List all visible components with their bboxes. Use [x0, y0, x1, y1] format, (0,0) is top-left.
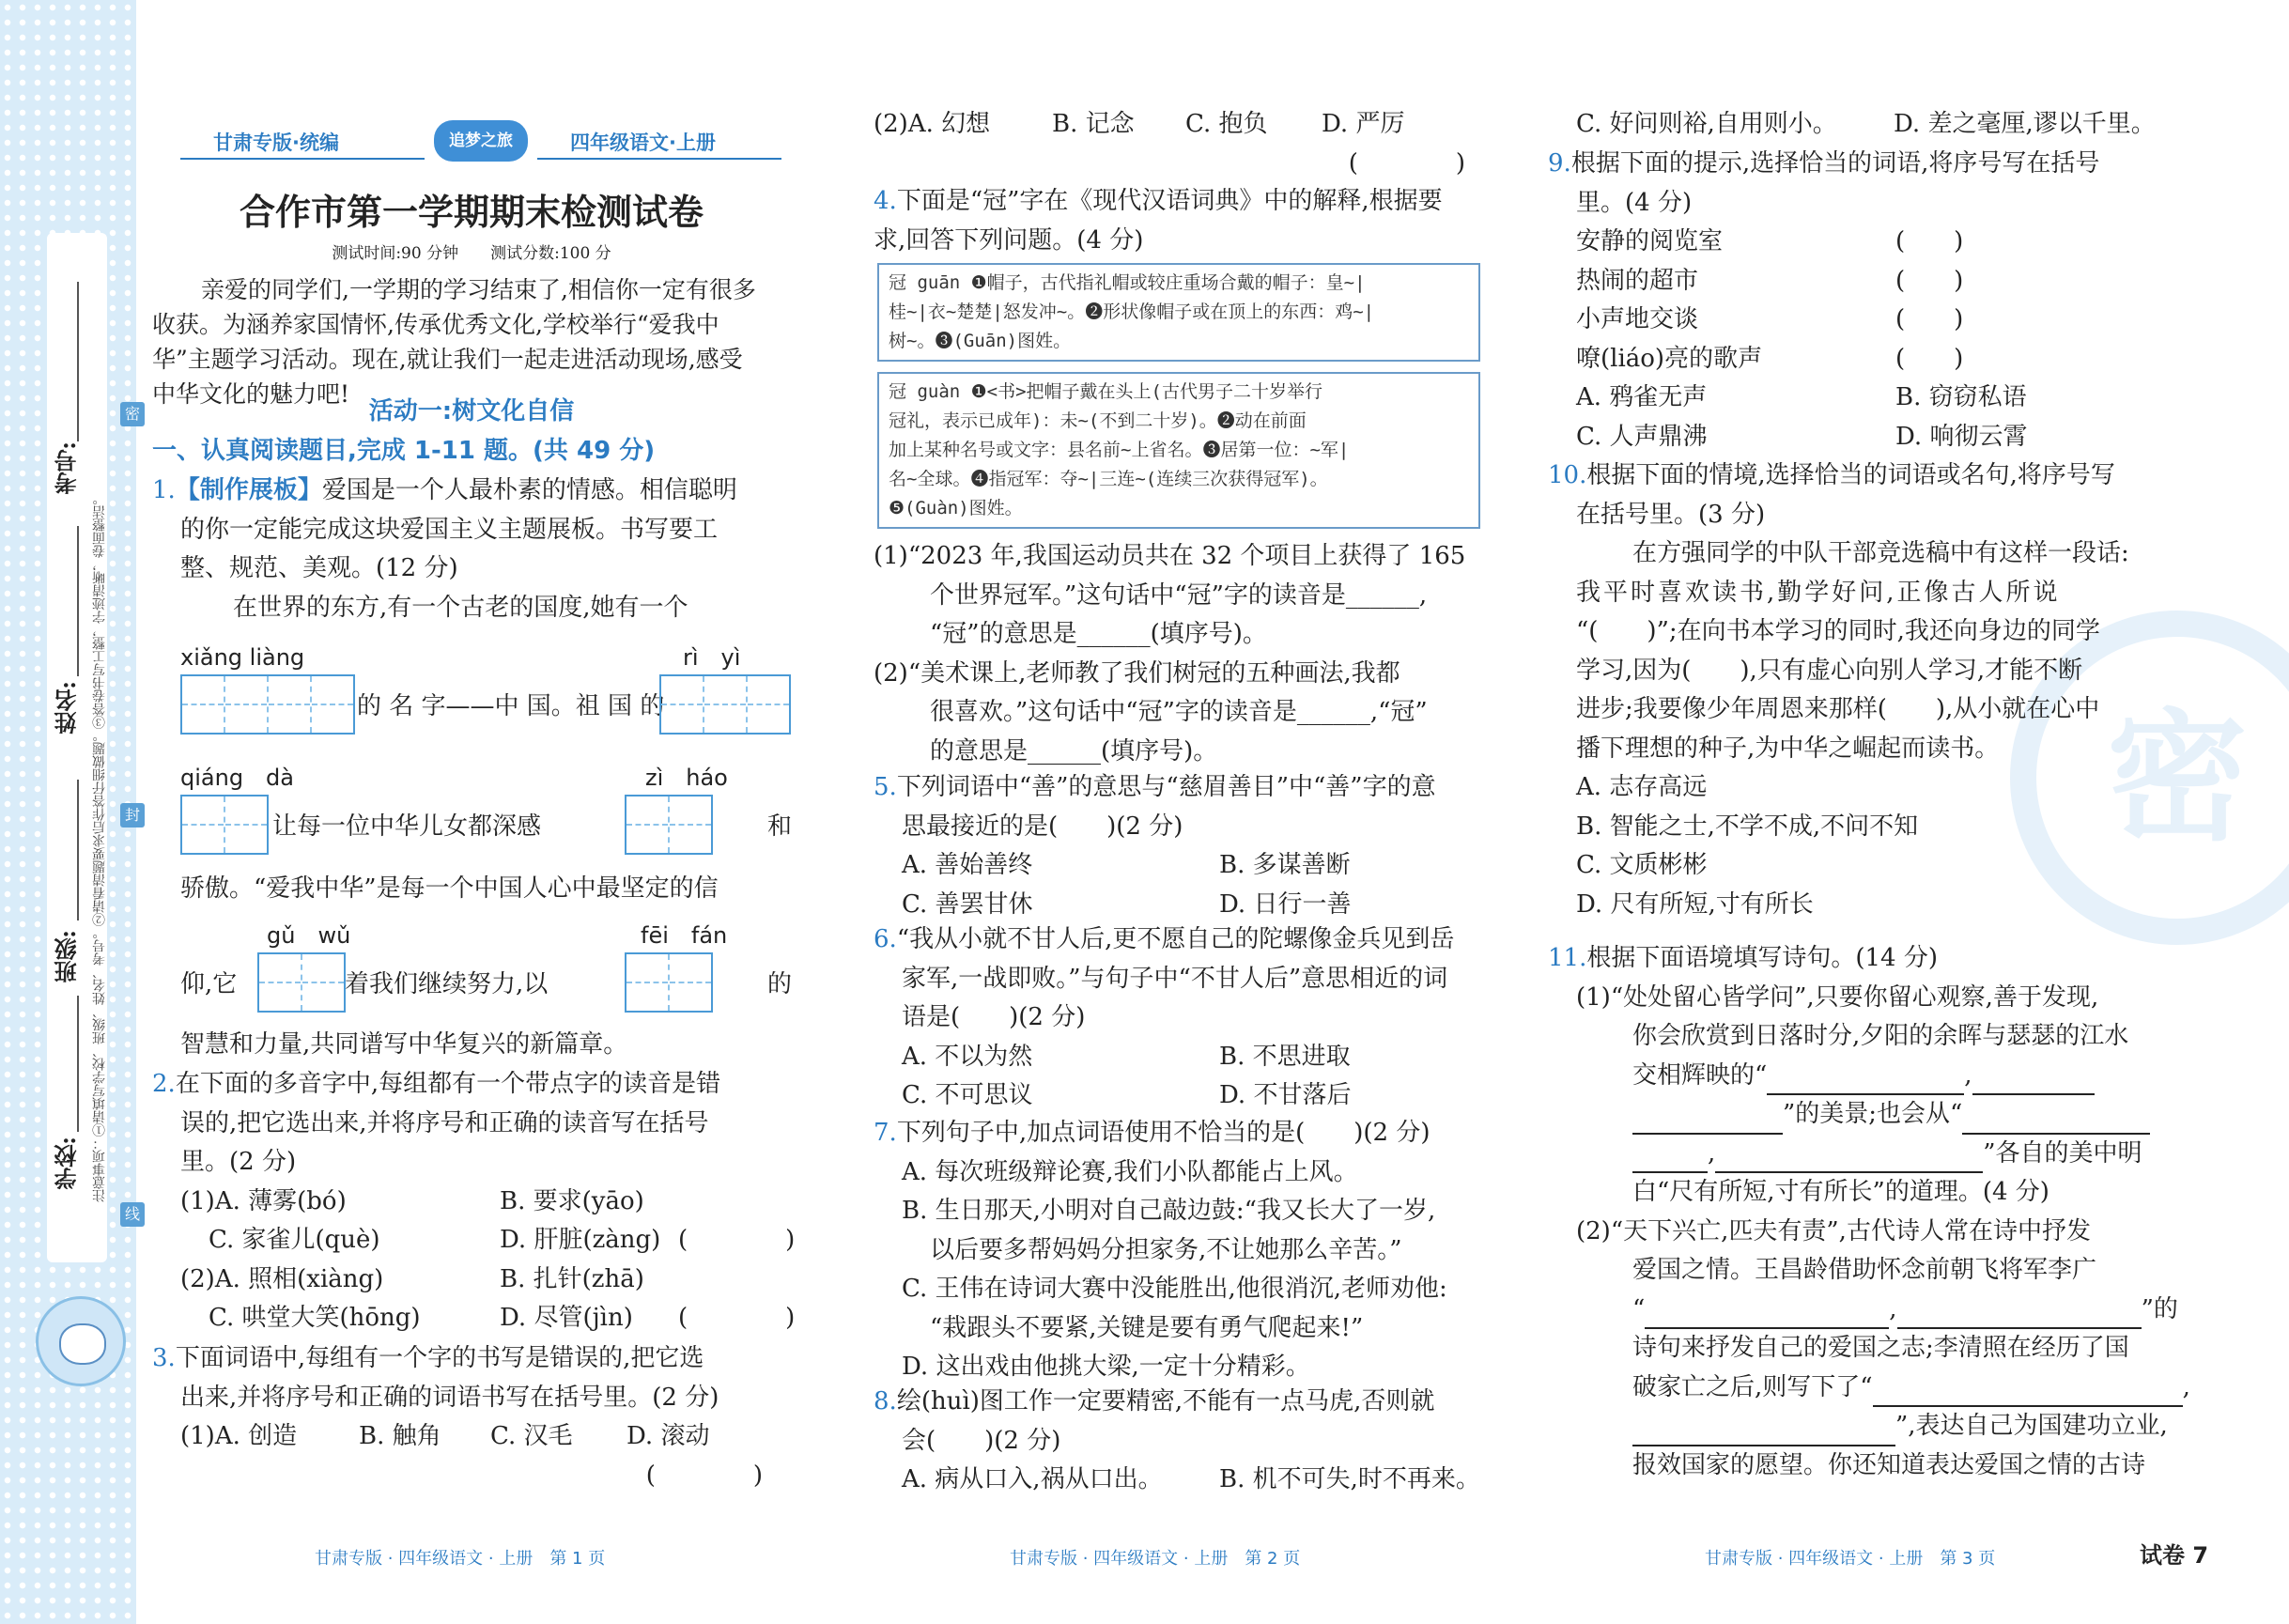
answer-grid-5[interactable]: [257, 952, 346, 1013]
pinyin-feifan: fēi fán: [641, 922, 728, 949]
answer-blank-11-7[interactable]: [1645, 1299, 1889, 1329]
seal-xian: 线: [120, 1202, 145, 1227]
fill-text-4: 骄傲。“爱我中华”是每一个中国人心中最坚定的信: [180, 874, 719, 903]
column-2: [874, 0, 1493, 1624]
name-field[interactable]: [77, 526, 79, 676]
answer-blank-11-1[interactable]: [1767, 1065, 1964, 1095]
class-field[interactable]: [77, 780, 79, 920]
header-edition: 甘肃专版·统编: [213, 131, 339, 154]
answer-grid-3[interactable]: [180, 795, 269, 855]
watermark-seal-icon: 密: [2010, 611, 2289, 945]
answer-paren-9-2[interactable]: ( ): [1895, 266, 1964, 295]
question-10: 10.根据下面的情境,选择恰当的词语或名句,将序号写 在括号里。(3 分) 在方强同学的中队干部竞选稿中有这样一段话: 我平时喜欢读书,勤学好问,正像古人所说 “( )”;在向书本学习的同时,我还向身边的同学 学习,因为( ),只有虚心向别人学习,才能不断 进步;我要像少年周恩来那样( ),从小就在心中 播下理想的种子,为中华之崛起而读书。 A. 志存高远 B. 智能之士,不学不成,不问不知 C. 文质彬彬 D. 尺有所短,寸有所长: [1548, 461, 2129, 919]
question-4-subs: (1)“2023 年,我国运动员共在 32 个项目上获得了 165 个世界冠军。”这句话中“冠”字的读音是______, “冠”的意思是______(填序号)。 (2)“美术课上,老师教了我们树冠的五种画法,我都 很喜欢。”这句话中“冠”字的读音是______,“冠” 的意思是______(填序号)。: [874, 542, 1466, 766]
fill-text-8: 智慧和力量,共同谱写中华复兴的新篇章。: [180, 1030, 628, 1059]
question-11: 11.根据下面语境填写诗句。(14 分) (1)“处处留心皆学问”,只要你留心观察,善于发现, 你会欣赏到日落时分,夕阳的余晖与瑟瑟的江水 交相辉映的“ , ”的美景;也会从“ , ”各自的美中明 白“尺有所短,寸有所长”的道理。(4 分) (2)“天下兴亡,匹夫有责”,古代诗人常在诗中抒发 爱国之情。王昌龄借助怀念前朝飞将军李广 “ , ”的 诗句来抒发自己的爱国之志;李清照在经历了国 破家亡之后,则写下了“ , ”,表达自己为国建功立业, 报效国家的愿望。你还知道表达爱国之情的古诗: [1548, 944, 2190, 1479]
footer-page-1: 甘肃专版 · 四年级语文 · 上册 第 1 页: [315, 1549, 606, 1569]
school-field[interactable]: [77, 996, 79, 1132]
mascot-icon: [36, 1296, 126, 1386]
fill-text-2: 让每一位中华儿女都深感: [272, 812, 542, 841]
fill-text-6: 着我们继续努力,以: [345, 970, 549, 998]
pinyin-zihao: zì háo: [645, 765, 728, 791]
dictionary-entry-guan4: 冠 guàn ❶<书>把帽子戴在头上(古代男子二十岁举行 冠礼，表示已成年)：未~(不到二十岁)。❷动在前面 加上某种名号或文字：县名前~上省名。❸居第一位：~军| 名~全球。❹指冠军：夺~|三连~(连续三次获得冠军)。 ❺(Guàn)图姓。: [877, 372, 1480, 529]
pinyin-xiangliang: xiǎng liàng: [180, 644, 305, 671]
seal-mi: 密: [120, 402, 145, 426]
intro-paragraph: 亲爱的同学们,一学期的学习结束了,相信你一定有很多 收获。为涵养家国情怀,传承优秀文化,学校举行“爱我中 华”主题学习活动。现在,就让我们一起走进活动现场,感受 中华文化的魅力吧!: [152, 276, 756, 408]
answer-paren-3-1[interactable]: ( ): [645, 1461, 763, 1490]
page-title: 合作市第一学期期末检测试卷: [239, 192, 704, 233]
column-1: [152, 0, 796, 1624]
question-6: 6.“我从小就不甘人后,更不愿自己的陀螺像金兵见到岳 家军,一战即败。”与句子中“不甘人后”意思相近的词 语是( )(2 分) A. 不以为然 B. 不思进取 C. 不可思议 D. 不甘落后: [874, 925, 1455, 1109]
pinyin-riyi: rì yì: [683, 644, 741, 671]
question-3: 3.下面词语中,每组有一个字的书写是错误的,把它选 出来,并将序号和正确的词语书写在括号里。(2 分) (1)A. 创造 B. 触角 C. 汉毛 D. 滚动 ( ): [152, 1339, 791, 1495]
answer-paren-2-2[interactable]: ( ): [678, 1304, 796, 1332]
class-label: 班级:: [54, 930, 81, 983]
dictionary-entry-guan1: 冠 guān ❶帽子，古代指礼帽或较庄重场合戴的帽子：皇~| 桂~|衣~楚楚|怒发冲~。❷形状像帽子或在顶上的东西：鸡~| 树~。❸(Guān)图姓。: [877, 263, 1480, 362]
header-grade: 四年级语文·上册: [570, 131, 716, 154]
footer-page-2: 甘肃专版 · 四年级语文 · 上册 第 2 页: [1010, 1549, 1301, 1569]
answer-blank-11-4[interactable]: [1962, 1105, 2150, 1135]
pinyin-guwu: gǔ wǔ: [267, 922, 351, 949]
exam-number-badge: 试卷 7: [2140, 1542, 2209, 1569]
name-label: 姓名:: [54, 681, 81, 735]
question-3-cont: (2)A. 幻想 B. 记念 C. 抱负 D. 严厉 ( ): [874, 105, 1493, 183]
question-4: 4.下面是“冠”字在《现代汉语词典》中的解释,根据要 求,回答下列问题。(4 分): [874, 187, 1443, 255]
fill-text-7: 的: [767, 970, 793, 998]
question-8-cont: C. 好问则裕,自用则小。 D. 差之毫厘,谬以千里。: [1576, 110, 2156, 138]
fill-text-3: 和: [767, 812, 793, 841]
answer-grid-4[interactable]: [625, 795, 713, 855]
question-2: 2.在下面的多音字中,每组都有一个带点字的读音是错 误的,把它选出来,并将序号和正确的读音写在括号 里。(2 分) (1)A. 薄雾(bó) B. 要求(yāo) C. 家雀儿(què) D. 肝脏(zàng) ( ) (2)A. 照相(xiàng) B. 扎针(zhā) C. 哄堂大笑(hōng) D. 尽管(jìn) ( ): [152, 1065, 791, 1338]
answer-paren-9-1[interactable]: ( ): [1895, 227, 1964, 255]
answer-grid-2[interactable]: [659, 674, 791, 735]
exam-number-label: 考号:: [54, 441, 81, 495]
school-label: 学校:: [54, 1137, 81, 1190]
answer-blank-11-6[interactable]: [1715, 1143, 1983, 1173]
answer-blank-11-9[interactable]: [1873, 1377, 2183, 1407]
answer-blank-11-3[interactable]: [1632, 1105, 1783, 1135]
test-info: 测试时间:90 分钟 测试分数:100 分: [332, 244, 611, 263]
question-9: 9.根据下面的提示,选择恰当的词语,将序号写在括号 里。(4 分) 安静的阅览室 ( ) 热闹的超市 ( ) 小声地交谈 ( ) 嘹(liáo)亮的歌声 ( ) A. 鸦雀无声 B. 窃窃私语 C. 人声鼎沸 D. 响彻云霄: [1548, 149, 2100, 451]
instructions-note: 注意事项：①请填写学校、班级、姓名、考号。②请看清题要求后作答仔细做题。③答卷书写工整，字迹清晰，卷面整洁。: [92, 492, 107, 1202]
seal-feng: 封: [120, 803, 145, 827]
activity-1-title: 活动一:树文化自信: [368, 397, 575, 425]
column-3: [1548, 0, 2196, 1624]
section-1-title: 一、认真阅读题目,完成 1-11 题。(共 49 分): [152, 437, 656, 465]
question-7: 7.下列句子中,加点词语使用不恰当的是( )(2 分) A. 每次班级辩论赛,我们小队都能占上风。 B. 生日那天,小明对自己敲边鼓:“我又长大了一岁, 以后要多帮妈妈分担家务,不让她那么辛苦。” C. 王伟在诗词大赛中没能胜出,他很消沉,老师劝他: “栽跟头不要紧,关键是要有勇气爬起来!” D. 这出戏由他挑大梁,一定十分精彩。: [874, 1119, 1447, 1381]
question-5: 5.下列词语中“善”的意思与“慈眉善目”中“善”字的意 思最接近的是( )(2 分) A. 善始善终 B. 多谋善断 C. 善罢甘休 D. 日行一善: [874, 773, 1436, 919]
fill-text-1: 的 名 字——中 国。祖 国 的: [357, 692, 665, 720]
answer-grid-6[interactable]: [625, 952, 713, 1013]
answer-blank-11-5[interactable]: [1632, 1143, 1708, 1173]
question-8: 8.绘(huì)图工作一定要精密,不能有一点马虎,否则就 会( )(2 分) A. 病从口入,祸从口出。 B. 机不可失,时不再来。: [874, 1387, 1480, 1493]
question-1: 1.【制作展板】爱国是一个人最朴素的情感。相信聪明 的你一定能完成这块爱国主义主题展板。书写要工 整、规范、美观。(12 分) 在世界的东方,有一个古老的国度,她有一个: [152, 476, 737, 622]
answer-blank-11-2[interactable]: [1972, 1065, 2095, 1095]
answer-grid-1[interactable]: [180, 674, 355, 735]
fill-text-5: 仰,它: [180, 970, 238, 998]
answer-paren-2-1[interactable]: ( ): [678, 1226, 796, 1254]
exam-number-field[interactable]: [77, 282, 79, 441]
answer-blank-11-10[interactable]: [1632, 1416, 1895, 1446]
answer-paren-3-2[interactable]: ( ): [1348, 148, 1465, 178]
pinyin-qiangda: qiáng dà: [180, 765, 294, 791]
answer-paren-9-3[interactable]: ( ): [1895, 305, 1964, 333]
answer-paren-9-4[interactable]: ( ): [1895, 344, 1964, 373]
brand-logo: 追梦之旅: [434, 120, 528, 162]
footer-page-3: 甘肃专版 · 四年级语文 · 上册 第 3 页: [1705, 1549, 1996, 1569]
answer-blank-11-8[interactable]: [1897, 1299, 2142, 1329]
